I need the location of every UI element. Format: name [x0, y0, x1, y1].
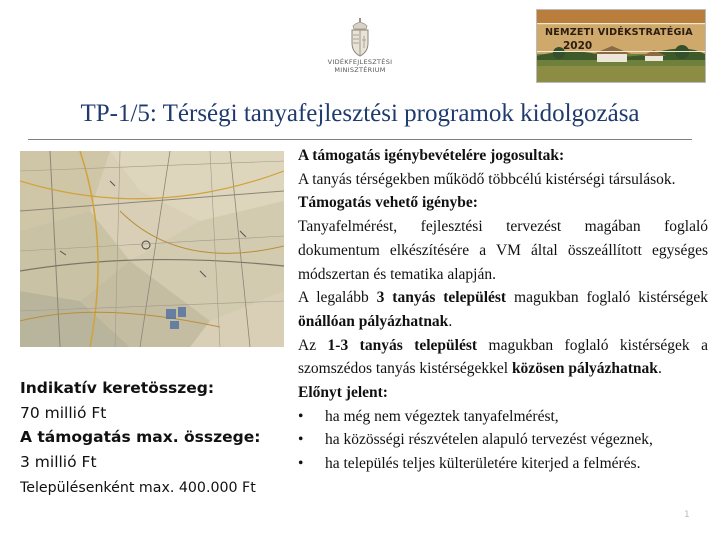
logo-year: 2020 — [563, 40, 593, 52]
independent-apply-text: A legalább 3 tanyás települést magukban foglaló kistérségek önállóan pályázhatnak. — [298, 289, 708, 330]
page-title: TP-1/5: Térségi tanyafejlesztési programok kidolgozása — [80, 100, 640, 127]
list-item: • ha közösségi részvételen alapuló tervezést végeznek, — [298, 428, 708, 452]
per-settlement-note: Településenként max. 400.000 Ft — [20, 480, 256, 496]
budget-label: Indikatív keretösszeg: — [20, 379, 215, 397]
list-item: • ha település teljes külterületére kiterjed a felmérés. — [298, 452, 708, 476]
ministry-name-line1: VIDÉKFEJLESZTÉSI — [327, 58, 393, 66]
page-number: 1 — [684, 510, 690, 520]
bullet-icon: • — [298, 407, 304, 425]
advantage-heading: Előnyt jelent: — [298, 384, 388, 402]
bullet-icon: • — [298, 431, 304, 449]
list-item: • ha még nem végeztek tanyafelmérést, — [298, 405, 708, 429]
ministry-name-line2: MINISZTÉRIUM — [334, 66, 386, 74]
joint-apply-text: Az 1-3 tanyás települést magukban foglaló kistérségek a szomszédos tanyás kistérségekkel közösen pályázhatnak. — [298, 336, 709, 378]
budget-info — [20, 376, 290, 499]
usage-text: Tanyafelmérést, fejlesztési tervezést magában foglaló dokumentum elkészítésére a VM által összeállított egységes módszertan és tematika alapján. — [298, 218, 708, 283]
map-image — [20, 151, 284, 347]
title-divider — [28, 139, 692, 140]
eligible-heading: A támogatás igénybevételére jogosultak: — [298, 147, 565, 164]
budget-value: 70 millió Ft — [20, 403, 107, 422]
strategy-logo — [536, 9, 706, 83]
max-support-value: 3 millió Ft — [20, 452, 97, 471]
bullet-icon: • — [298, 455, 304, 473]
coat-of-arms-icon — [348, 18, 372, 58]
max-support-label: A támogatás max. összege: — [20, 428, 261, 446]
usage-heading: Támogatás vehető igénybe: — [298, 194, 478, 212]
logo-title: NEMZETI VIDÉKSTRATÉGIA — [545, 27, 693, 38]
map-photo — [20, 151, 284, 347]
eligibility-text — [298, 144, 708, 476]
ministry-logo — [324, 18, 396, 80]
eligible-text: A tanyás térségekben működő többcélú kistérségi társulások. — [298, 170, 676, 188]
